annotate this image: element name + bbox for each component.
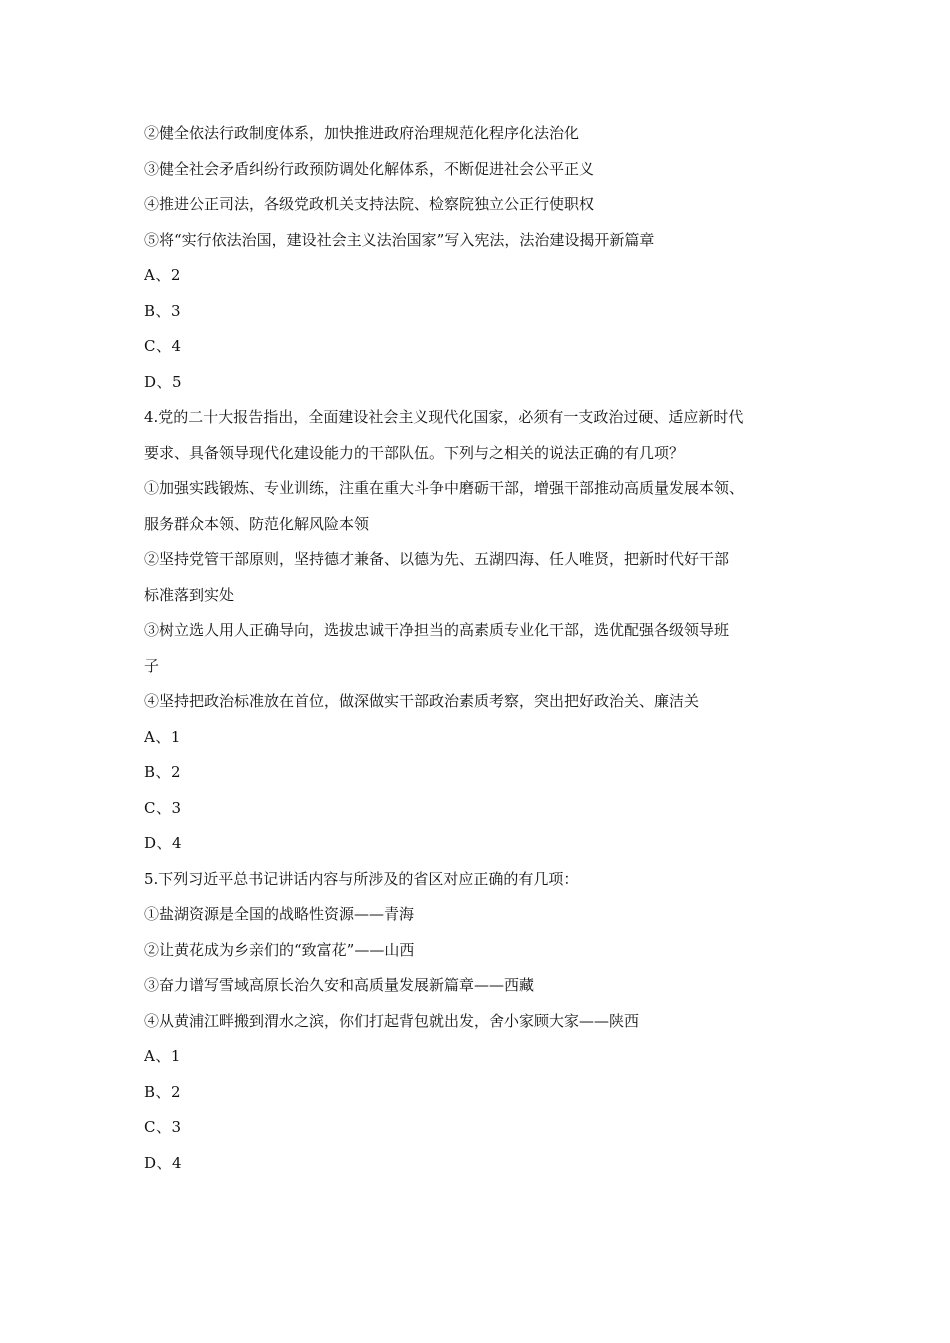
q3-item-2: ②健全依法行政制度体系，加快推进政府治理规范化程序化法治化 <box>144 124 580 142</box>
q4-item-1-line-1: ①加强实践锻炼、专业训练，注重在重大斗争中磨砺干部，增强干部推动高质量发展本领、 <box>144 479 745 497</box>
q4-item-1-line-2: 服务群众本领、防范化解风险本领 <box>144 514 370 533</box>
q4-item-4: ④坚持把政治标准放在首位，做深做实干部政治素质考察，突出把好政治关、廉洁关 <box>144 692 700 710</box>
q5-item-4: ④从黄浦江畔搬到渭水之滨，你们打起背包就出发，舍小家顾大家——陕西 <box>144 1011 640 1030</box>
q5-option-b: B、2 <box>144 1082 182 1101</box>
q5-item-2: ②让黄花成为乡亲们的“致富花”——山西 <box>144 940 415 959</box>
q4-stem-line-2: 要求、具备领导现代化建设能力的干部队伍。下列与之相关的说法正确的有几项？ <box>144 443 685 462</box>
q3-item-4: ④推进公正司法，各级党政机关支持法院、检察院独立公正行使职权 <box>144 195 595 213</box>
q5-item-3: ③奋力谱写雪域高原长治久安和高质量发展新篇章——西藏 <box>144 976 535 994</box>
q3-option-a: A、2 <box>144 266 181 284</box>
q4-item-2-line-2: 标准落到实处 <box>144 585 235 604</box>
q3-item-3: ③健全社会矛盾纠纷行政预防调处化解体系，不断促进社会公平正义 <box>144 159 595 178</box>
q5-option-a: A、1 <box>144 1047 181 1065</box>
document-body <box>144 116 824 1181</box>
q3-option-c: C、4 <box>144 337 182 355</box>
q4-option-a: A、1 <box>144 727 181 746</box>
q4-option-b: B、2 <box>144 763 182 781</box>
q4-item-3-line-1: ③树立选人用人正确导向，选拔忠诚干净担当的高素质专业化干部，选优配强各级领导班 <box>144 621 730 639</box>
q4-item-2-line-1: ②坚持党管干部原则，坚持德才兼备、以德为先、五湖四海、任人唯贤，把新时代好干部 <box>144 550 730 568</box>
q4-option-c: C、3 <box>144 798 182 817</box>
q3-option-d: D、5 <box>144 372 183 391</box>
q5-option-d: D、4 <box>144 1153 183 1172</box>
q4-stem-line-1: 4.党的二十大报告指出，全面建设社会主义现代化国家，必须有一支政治过硬、适应新时代 <box>144 408 744 426</box>
q4-option-d: D、4 <box>144 834 183 852</box>
q4-item-3-line-2: 子 <box>144 656 160 675</box>
q5-item-1: ①盐湖资源是全国的战略性资源——青海 <box>144 905 415 923</box>
q5-stem: 5.下列习近平总书记讲话内容与所涉及的省区对应正确的有几项： <box>144 869 579 888</box>
q5-option-c: C、3 <box>144 1118 182 1136</box>
q3-option-b: B、3 <box>144 301 182 320</box>
q3-item-5: ⑤将“实行依法治国，建设社会主义法治国家”写入宪法，法治建设揭开新篇章 <box>144 230 655 249</box>
